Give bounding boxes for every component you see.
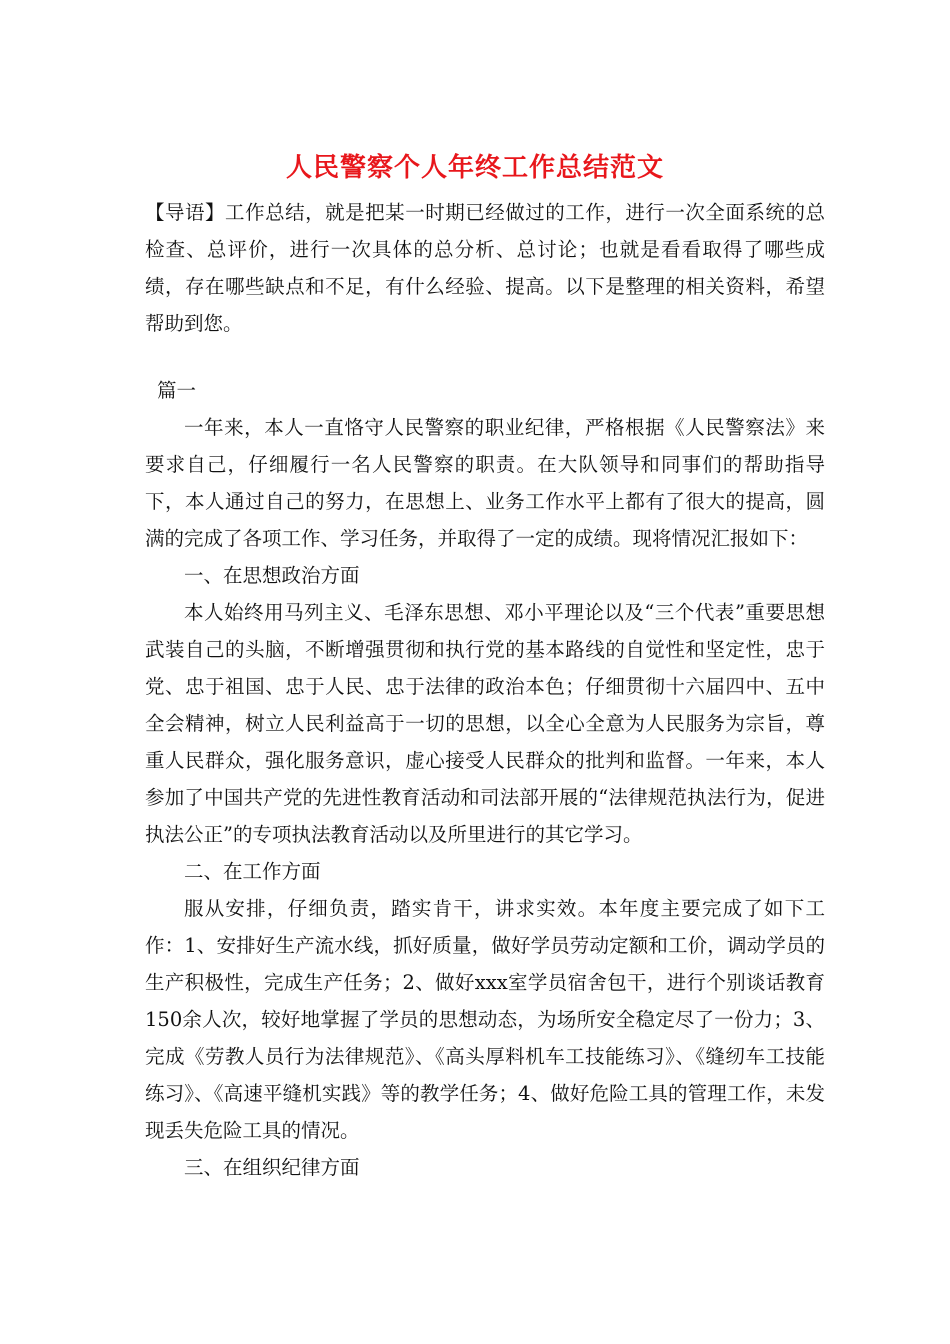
paragraph-work: 服从安排，仔细负责，踏实肯干，讲求实效。本年度主要完成了如下工作：1、安排好生产流水线，抓好质量，做好学员劳动定额和工价，调动学员的生产积极性，完成生产任务；2、做好xxx室学员宿舍包干，进行个别谈话教育150余人次，较好地掌握了学员的思想动态，为场所安全稳定尽了一份力；3、完成《劳教人员行为法律规范》、《高头厚料机车工技能练习》、《缝纫车工技能练习》、《高速平缝机实践》等的教学任务；4、做好危险工具的管理工作，未发现丢失危险工具的情况。 [145, 897, 825, 1142]
paragraph-overview: 一年来，本人一直恪守人民警察的职业纪律，严格根据《人民警察法》来要求自己，仔细履行一名人民警察的职责。在大队领导和同事们的帮助指导下，本人通过自己的努力，在思想上、业务工作水平上都有了很大的提高，圆满的完成了各项工作、学习任务，并取得了一定的成绩。现将情况汇报如下： [145, 416, 825, 550]
heading-political: 一、在思想政治方面 [184, 564, 360, 587]
intro-paragraph [145, 194, 825, 342]
heading-work: 二、在工作方面 [184, 860, 321, 883]
document-title: 人民警察个人年终工作总结范文 [285, 153, 664, 183]
paragraph-political: 本人始终用马列主义、毛泽东思想、邓小平理论以及“三个代表”重要思想武装自己的头脑，不断增强贯彻和执行党的基本路线的自觉性和坚定性，忠于党、忠于祖国、忠于人民、忠于法律的政治本色；仔细贯彻十六届四中、五中全会精神，树立人民利益高于一切的思想，以全心全意为人民服务为宗旨，尊重人民群众，强化服务意识，虚心接受人民群众的批判和监督。一年来，本人参加了中国共产党的先进性教育活动和司法部开展的“法律规范执法行为，促进执法公正”的专项执法教育活动以及所里进行的其它学习。 [145, 601, 825, 846]
heading-discipline: 三、在组织纪律方面 [184, 1156, 360, 1179]
section-label: 篇一 [157, 379, 197, 402]
document-body [145, 372, 825, 1186]
intro-text: 【导语】工作总结，就是把某一时期已经做过的工作，进行一次全面系统的总检查、总评价，进行一次具体的总分析、总讨论；也就是看看取得了哪些成绩，存在哪些缺点和不足，有什么经验、提高。以下是整理的相关资料，希望帮助到您。 [145, 201, 825, 335]
